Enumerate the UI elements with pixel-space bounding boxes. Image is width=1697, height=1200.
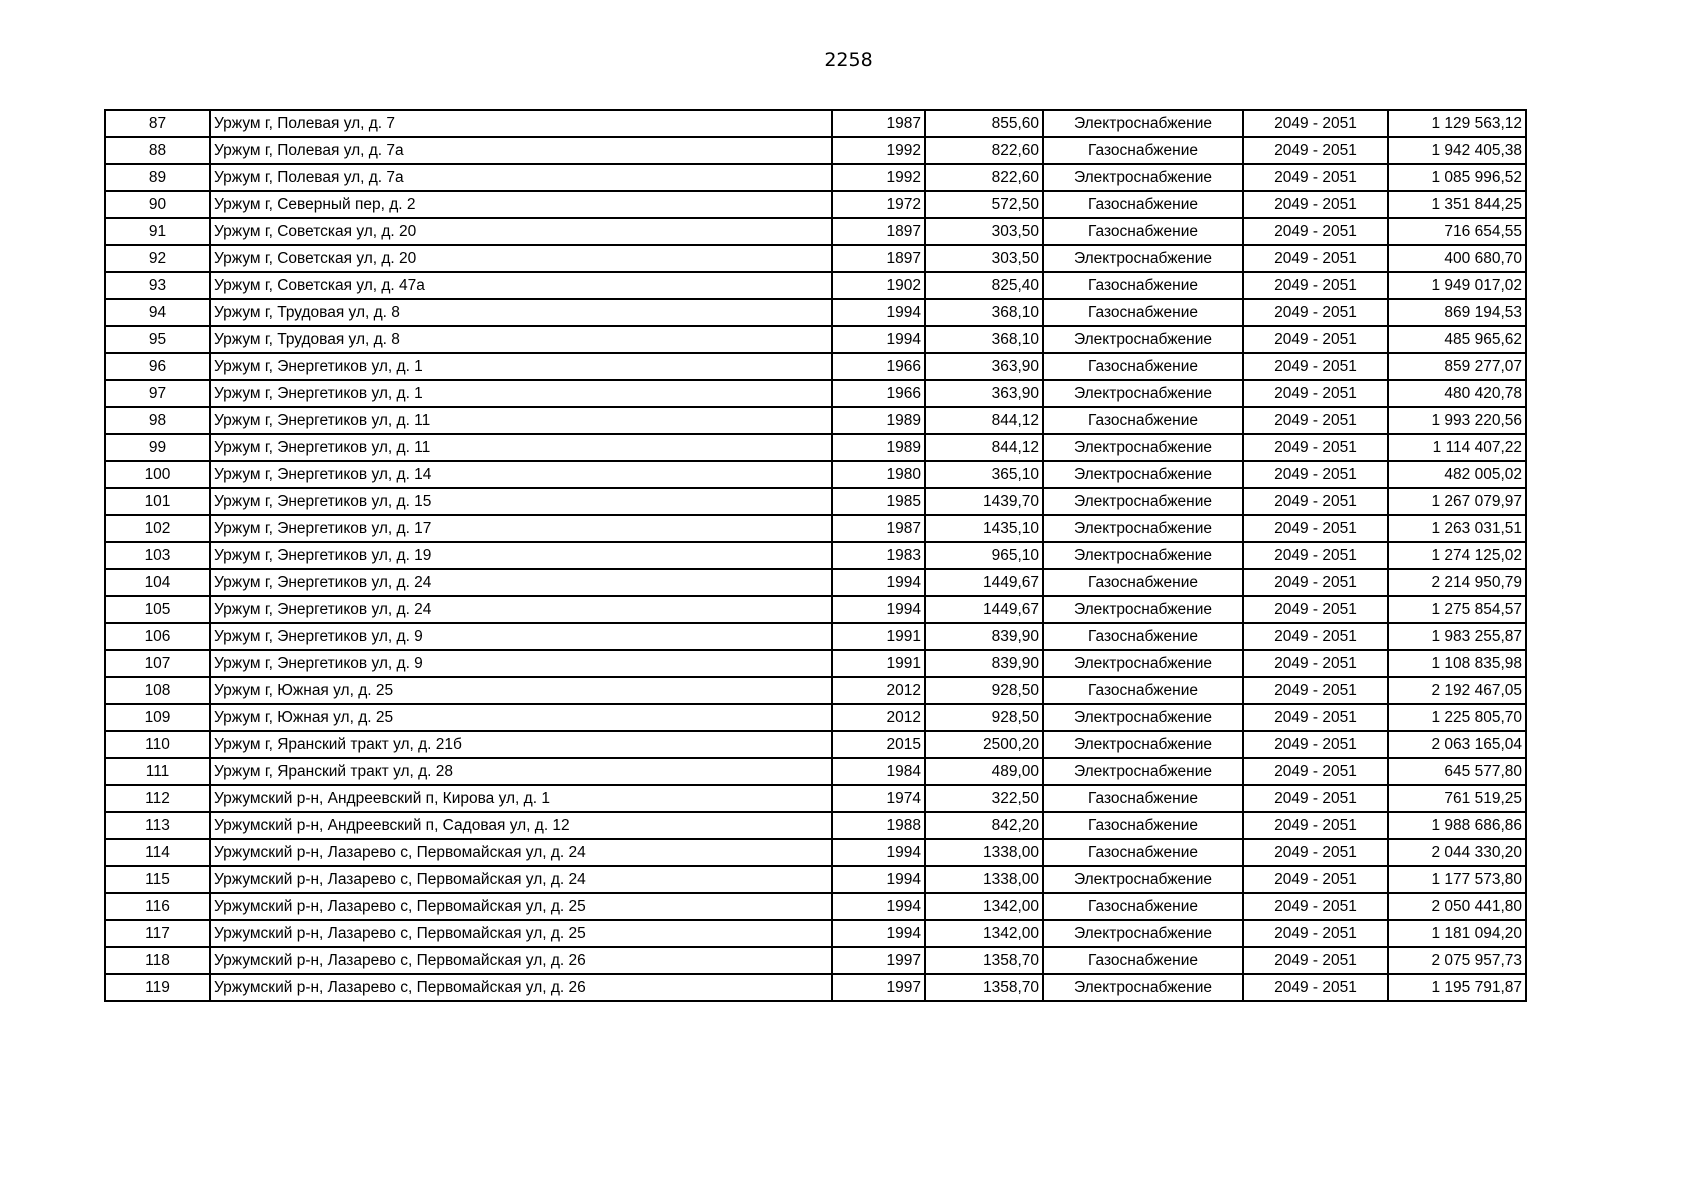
service-type-cell: Газоснабжение (1043, 812, 1243, 839)
build-year-cell: 1991 (832, 650, 925, 677)
build-year-cell: 1989 (832, 434, 925, 461)
row-number-cell: 117 (105, 920, 210, 947)
area-cell: 1358,70 (925, 947, 1043, 974)
address-cell: Уржум г, Энергетиков ул, д. 17 (210, 515, 832, 542)
build-year-cell: 2012 (832, 704, 925, 731)
build-year-cell: 1966 (832, 380, 925, 407)
period-cell: 2049 - 2051 (1243, 407, 1388, 434)
cost-cell: 1 181 094,20 (1388, 920, 1526, 947)
table-row (105, 488, 1526, 515)
table-row (105, 623, 1526, 650)
cost-cell: 645 577,80 (1388, 758, 1526, 785)
cost-cell: 761 519,25 (1388, 785, 1526, 812)
address-cell: Уржум г, Северный пер, д. 2 (210, 191, 832, 218)
row-number-cell: 112 (105, 785, 210, 812)
period-cell: 2049 - 2051 (1243, 380, 1388, 407)
cost-cell: 2 063 165,04 (1388, 731, 1526, 758)
row-number-cell: 91 (105, 218, 210, 245)
address-cell: Уржум г, Энергетиков ул, д. 11 (210, 434, 832, 461)
table-row (105, 407, 1526, 434)
table-row (105, 137, 1526, 164)
service-type-cell: Электроснабжение (1043, 434, 1243, 461)
cost-cell: 1 085 996,52 (1388, 164, 1526, 191)
period-cell: 2049 - 2051 (1243, 650, 1388, 677)
table-row (105, 218, 1526, 245)
address-cell: Уржум г, Энергетиков ул, д. 15 (210, 488, 832, 515)
cost-cell: 1 225 805,70 (1388, 704, 1526, 731)
address-cell: Уржумский р-н, Лазарево с, Первомайская ул, д. 26 (210, 947, 832, 974)
row-number-cell: 116 (105, 893, 210, 920)
area-cell: 368,10 (925, 299, 1043, 326)
build-year-cell: 1966 (832, 353, 925, 380)
service-type-cell: Газоснабжение (1043, 218, 1243, 245)
row-number-cell: 96 (105, 353, 210, 380)
build-year-cell: 1985 (832, 488, 925, 515)
cost-cell: 1 108 835,98 (1388, 650, 1526, 677)
service-type-cell: Электроснабжение (1043, 596, 1243, 623)
service-type-cell: Электроснабжение (1043, 650, 1243, 677)
build-year-cell: 1997 (832, 974, 925, 1001)
table-row (105, 866, 1526, 893)
cost-cell: 1 177 573,80 (1388, 866, 1526, 893)
period-cell: 2049 - 2051 (1243, 272, 1388, 299)
table-row (105, 974, 1526, 1001)
period-cell: 2049 - 2051 (1243, 839, 1388, 866)
build-year-cell: 1980 (832, 461, 925, 488)
row-number-cell: 104 (105, 569, 210, 596)
address-cell: Уржумский р-н, Лазарево с, Первомайская ул, д. 25 (210, 893, 832, 920)
row-number-cell: 93 (105, 272, 210, 299)
service-type-cell: Электроснабжение (1043, 164, 1243, 191)
cost-cell: 2 192 467,05 (1388, 677, 1526, 704)
area-cell: 1338,00 (925, 866, 1043, 893)
period-cell: 2049 - 2051 (1243, 461, 1388, 488)
row-number-cell: 105 (105, 596, 210, 623)
cost-cell: 1 114 407,22 (1388, 434, 1526, 461)
service-type-cell: Электроснабжение (1043, 704, 1243, 731)
service-type-cell: Электроснабжение (1043, 326, 1243, 353)
row-number-cell: 119 (105, 974, 210, 1001)
table-row (105, 515, 1526, 542)
area-cell: 2500,20 (925, 731, 1043, 758)
row-number-cell: 102 (105, 515, 210, 542)
row-number-cell: 90 (105, 191, 210, 218)
service-type-cell: Электроснабжение (1043, 758, 1243, 785)
table-row (105, 893, 1526, 920)
cost-cell: 1 275 854,57 (1388, 596, 1526, 623)
build-year-cell: 1994 (832, 920, 925, 947)
row-number-cell: 101 (105, 488, 210, 515)
row-number-cell: 88 (105, 137, 210, 164)
cost-cell: 869 194,53 (1388, 299, 1526, 326)
address-cell: Уржум г, Энергетиков ул, д. 1 (210, 380, 832, 407)
table-row (105, 758, 1526, 785)
row-number-cell: 100 (105, 461, 210, 488)
service-type-cell: Газоснабжение (1043, 785, 1243, 812)
period-cell: 2049 - 2051 (1243, 866, 1388, 893)
area-cell: 822,60 (925, 164, 1043, 191)
table-row (105, 677, 1526, 704)
row-number-cell: 106 (105, 623, 210, 650)
build-year-cell: 1994 (832, 326, 925, 353)
service-type-cell: Газоснабжение (1043, 137, 1243, 164)
area-cell: 1435,10 (925, 515, 1043, 542)
period-cell: 2049 - 2051 (1243, 299, 1388, 326)
address-cell: Уржум г, Трудовая ул, д. 8 (210, 299, 832, 326)
address-cell: Уржум г, Энергетиков ул, д. 1 (210, 353, 832, 380)
period-cell: 2049 - 2051 (1243, 758, 1388, 785)
build-year-cell: 1974 (832, 785, 925, 812)
area-cell: 1449,67 (925, 569, 1043, 596)
period-cell: 2049 - 2051 (1243, 623, 1388, 650)
table-row (105, 353, 1526, 380)
table-row (105, 542, 1526, 569)
area-cell: 365,10 (925, 461, 1043, 488)
area-cell: 825,40 (925, 272, 1043, 299)
area-cell: 572,50 (925, 191, 1043, 218)
period-cell: 2049 - 2051 (1243, 731, 1388, 758)
cost-cell: 400 680,70 (1388, 245, 1526, 272)
area-cell: 1449,67 (925, 596, 1043, 623)
cost-cell: 1 351 844,25 (1388, 191, 1526, 218)
address-cell: Уржум г, Полевая ул, д. 7 (210, 110, 832, 137)
cost-cell: 482 005,02 (1388, 461, 1526, 488)
address-cell: Уржум г, Яранский тракт ул, д. 28 (210, 758, 832, 785)
period-cell: 2049 - 2051 (1243, 974, 1388, 1001)
area-cell: 965,10 (925, 542, 1043, 569)
service-type-cell: Газоснабжение (1043, 839, 1243, 866)
area-cell: 844,12 (925, 434, 1043, 461)
table-row (105, 812, 1526, 839)
cost-cell: 1 274 125,02 (1388, 542, 1526, 569)
address-cell: Уржумский р-н, Андреевский п, Кирова ул, д. 1 (210, 785, 832, 812)
page-number: 2258 (824, 49, 873, 71)
service-type-cell: Газоснабжение (1043, 299, 1243, 326)
cost-cell: 1 263 031,51 (1388, 515, 1526, 542)
address-cell: Уржумский р-н, Андреевский п, Садовая ул, д. 12 (210, 812, 832, 839)
service-type-cell: Электроснабжение (1043, 110, 1243, 137)
area-cell: 1358,70 (925, 974, 1043, 1001)
service-type-cell: Электроснабжение (1043, 920, 1243, 947)
period-cell: 2049 - 2051 (1243, 218, 1388, 245)
table-row (105, 380, 1526, 407)
address-cell: Уржум г, Энергетиков ул, д. 14 (210, 461, 832, 488)
build-year-cell: 1994 (832, 596, 925, 623)
area-cell: 322,50 (925, 785, 1043, 812)
table-row (105, 704, 1526, 731)
cost-cell: 1 195 791,87 (1388, 974, 1526, 1001)
cost-cell: 1 983 255,87 (1388, 623, 1526, 650)
service-type-cell: Электроснабжение (1043, 461, 1243, 488)
area-cell: 844,12 (925, 407, 1043, 434)
cost-cell: 1 988 686,86 (1388, 812, 1526, 839)
build-year-cell: 1992 (832, 137, 925, 164)
address-cell: Уржум г, Энергетиков ул, д. 9 (210, 650, 832, 677)
build-year-cell: 1897 (832, 218, 925, 245)
table-row (105, 569, 1526, 596)
service-type-cell: Газоснабжение (1043, 623, 1243, 650)
period-cell: 2049 - 2051 (1243, 542, 1388, 569)
build-year-cell: 1994 (832, 839, 925, 866)
row-number-cell: 92 (105, 245, 210, 272)
row-number-cell: 99 (105, 434, 210, 461)
build-year-cell: 1994 (832, 569, 925, 596)
row-number-cell: 97 (105, 380, 210, 407)
area-cell: 839,90 (925, 623, 1043, 650)
row-number-cell: 107 (105, 650, 210, 677)
build-year-cell: 2012 (832, 677, 925, 704)
service-type-cell: Электроснабжение (1043, 245, 1243, 272)
row-number-cell: 109 (105, 704, 210, 731)
address-cell: Уржум г, Советская ул, д. 20 (210, 245, 832, 272)
period-cell: 2049 - 2051 (1243, 893, 1388, 920)
row-number-cell: 89 (105, 164, 210, 191)
table-row (105, 785, 1526, 812)
area-cell: 363,90 (925, 353, 1043, 380)
service-type-cell: Электроснабжение (1043, 488, 1243, 515)
service-type-cell: Газоснабжение (1043, 893, 1243, 920)
cost-cell: 480 420,78 (1388, 380, 1526, 407)
address-cell: Уржум г, Полевая ул, д. 7а (210, 164, 832, 191)
area-cell: 928,50 (925, 704, 1043, 731)
cost-cell: 2 075 957,73 (1388, 947, 1526, 974)
build-year-cell: 1972 (832, 191, 925, 218)
period-cell: 2049 - 2051 (1243, 947, 1388, 974)
table-row (105, 164, 1526, 191)
build-year-cell: 1994 (832, 866, 925, 893)
area-cell: 303,50 (925, 245, 1043, 272)
register-table (104, 109, 1527, 1002)
area-cell: 1439,70 (925, 488, 1043, 515)
cost-cell: 859 277,07 (1388, 353, 1526, 380)
address-cell: Уржум г, Энергетиков ул, д. 24 (210, 569, 832, 596)
service-type-cell: Газоснабжение (1043, 677, 1243, 704)
address-cell: Уржумский р-н, Лазарево с, Первомайская ул, д. 24 (210, 839, 832, 866)
service-type-cell: Газоснабжение (1043, 353, 1243, 380)
table-row (105, 299, 1526, 326)
build-year-cell: 1994 (832, 893, 925, 920)
period-cell: 2049 - 2051 (1243, 677, 1388, 704)
area-cell: 1342,00 (925, 920, 1043, 947)
cost-cell: 485 965,62 (1388, 326, 1526, 353)
area-cell: 303,50 (925, 218, 1043, 245)
cost-cell: 716 654,55 (1388, 218, 1526, 245)
service-type-cell: Электроснабжение (1043, 731, 1243, 758)
period-cell: 2049 - 2051 (1243, 137, 1388, 164)
service-type-cell: Газоснабжение (1043, 272, 1243, 299)
period-cell: 2049 - 2051 (1243, 785, 1388, 812)
service-type-cell: Газоснабжение (1043, 407, 1243, 434)
period-cell: 2049 - 2051 (1243, 488, 1388, 515)
table-row (105, 650, 1526, 677)
service-type-cell: Электроснабжение (1043, 974, 1243, 1001)
address-cell: Уржумский р-н, Лазарево с, Первомайская ул, д. 26 (210, 974, 832, 1001)
table-row (105, 839, 1526, 866)
table-row (105, 731, 1526, 758)
cost-cell: 1 267 079,97 (1388, 488, 1526, 515)
cost-cell: 1 949 017,02 (1388, 272, 1526, 299)
period-cell: 2049 - 2051 (1243, 812, 1388, 839)
table-row (105, 434, 1526, 461)
area-cell: 928,50 (925, 677, 1043, 704)
row-number-cell: 114 (105, 839, 210, 866)
table-row (105, 110, 1526, 137)
build-year-cell: 1987 (832, 110, 925, 137)
address-cell: Уржум г, Энергетиков ул, д. 19 (210, 542, 832, 569)
table-row (105, 461, 1526, 488)
row-number-cell: 87 (105, 110, 210, 137)
address-cell: Уржум г, Южная ул, д. 25 (210, 704, 832, 731)
address-cell: Уржум г, Энергетиков ул, д. 24 (210, 596, 832, 623)
service-type-cell: Электроснабжение (1043, 515, 1243, 542)
row-number-cell: 98 (105, 407, 210, 434)
service-type-cell: Газоснабжение (1043, 947, 1243, 974)
table-row (105, 245, 1526, 272)
row-number-cell: 113 (105, 812, 210, 839)
row-number-cell: 95 (105, 326, 210, 353)
row-number-cell: 111 (105, 758, 210, 785)
build-year-cell: 1994 (832, 299, 925, 326)
build-year-cell: 1902 (832, 272, 925, 299)
service-type-cell: Электроснабжение (1043, 866, 1243, 893)
area-cell: 1338,00 (925, 839, 1043, 866)
build-year-cell: 1992 (832, 164, 925, 191)
area-cell: 842,20 (925, 812, 1043, 839)
service-type-cell: Электроснабжение (1043, 380, 1243, 407)
table-row (105, 272, 1526, 299)
cost-cell: 1 942 405,38 (1388, 137, 1526, 164)
cost-cell: 2 044 330,20 (1388, 839, 1526, 866)
address-cell: Уржум г, Южная ул, д. 25 (210, 677, 832, 704)
period-cell: 2049 - 2051 (1243, 353, 1388, 380)
service-type-cell: Электроснабжение (1043, 542, 1243, 569)
address-cell: Уржум г, Энергетиков ул, д. 9 (210, 623, 832, 650)
build-year-cell: 1984 (832, 758, 925, 785)
row-number-cell: 118 (105, 947, 210, 974)
address-cell: Уржумский р-н, Лазарево с, Первомайская ул, д. 25 (210, 920, 832, 947)
row-number-cell: 103 (105, 542, 210, 569)
row-number-cell: 108 (105, 677, 210, 704)
service-type-cell: Газоснабжение (1043, 569, 1243, 596)
build-year-cell: 1983 (832, 542, 925, 569)
build-year-cell: 1987 (832, 515, 925, 542)
row-number-cell: 110 (105, 731, 210, 758)
area-cell: 1342,00 (925, 893, 1043, 920)
build-year-cell: 1897 (832, 245, 925, 272)
period-cell: 2049 - 2051 (1243, 110, 1388, 137)
area-cell: 839,90 (925, 650, 1043, 677)
build-year-cell: 2015 (832, 731, 925, 758)
period-cell: 2049 - 2051 (1243, 326, 1388, 353)
period-cell: 2049 - 2051 (1243, 920, 1388, 947)
period-cell: 2049 - 2051 (1243, 191, 1388, 218)
address-cell: Уржум г, Трудовая ул, д. 8 (210, 326, 832, 353)
row-number-cell: 115 (105, 866, 210, 893)
period-cell: 2049 - 2051 (1243, 704, 1388, 731)
build-year-cell: 1989 (832, 407, 925, 434)
table-row (105, 920, 1526, 947)
period-cell: 2049 - 2051 (1243, 596, 1388, 623)
period-cell: 2049 - 2051 (1243, 515, 1388, 542)
address-cell: Уржум г, Яранский тракт ул, д. 21б (210, 731, 832, 758)
table-row (105, 326, 1526, 353)
area-cell: 855,60 (925, 110, 1043, 137)
register-table-body (105, 110, 1526, 1001)
table-row (105, 596, 1526, 623)
area-cell: 363,90 (925, 380, 1043, 407)
build-year-cell: 1997 (832, 947, 925, 974)
row-number-cell: 94 (105, 299, 210, 326)
period-cell: 2049 - 2051 (1243, 569, 1388, 596)
period-cell: 2049 - 2051 (1243, 434, 1388, 461)
area-cell: 489,00 (925, 758, 1043, 785)
cost-cell: 1 993 220,56 (1388, 407, 1526, 434)
address-cell: Уржумский р-н, Лазарево с, Первомайская ул, д. 24 (210, 866, 832, 893)
table-row (105, 191, 1526, 218)
period-cell: 2049 - 2051 (1243, 164, 1388, 191)
table-row (105, 947, 1526, 974)
address-cell: Уржум г, Советская ул, д. 20 (210, 218, 832, 245)
cost-cell: 2 050 441,80 (1388, 893, 1526, 920)
area-cell: 822,60 (925, 137, 1043, 164)
service-type-cell: Газоснабжение (1043, 191, 1243, 218)
address-cell: Уржум г, Энергетиков ул, д. 11 (210, 407, 832, 434)
period-cell: 2049 - 2051 (1243, 245, 1388, 272)
area-cell: 368,10 (925, 326, 1043, 353)
build-year-cell: 1991 (832, 623, 925, 650)
cost-cell: 2 214 950,79 (1388, 569, 1526, 596)
build-year-cell: 1988 (832, 812, 925, 839)
address-cell: Уржум г, Полевая ул, д. 7а (210, 137, 832, 164)
cost-cell: 1 129 563,12 (1388, 110, 1526, 137)
address-cell: Уржум г, Советская ул, д. 47а (210, 272, 832, 299)
